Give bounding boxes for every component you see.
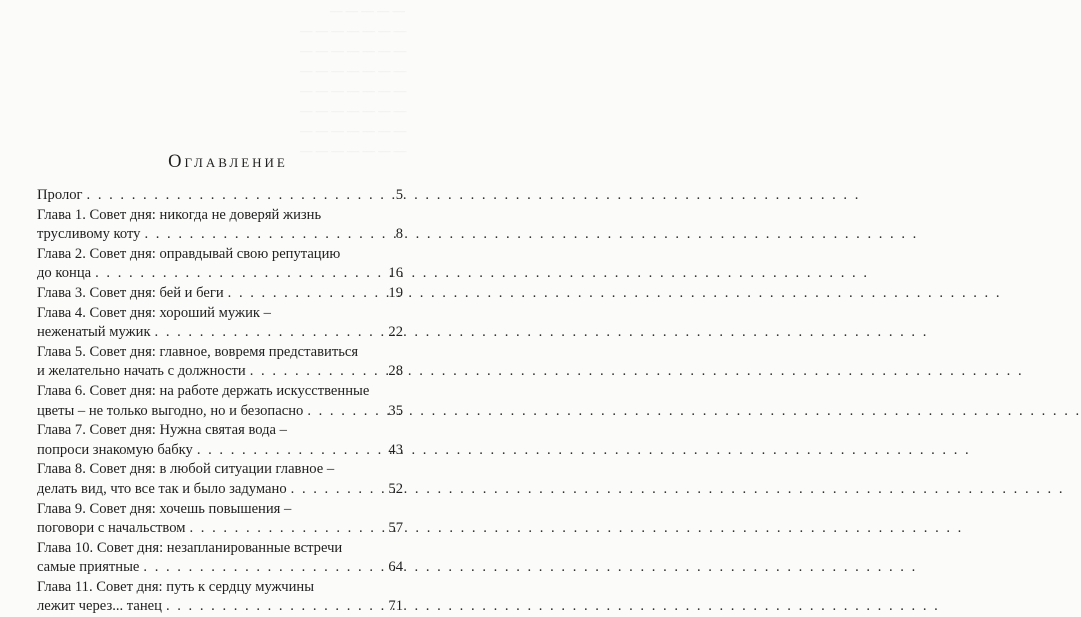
toc-entry-line <box>37 558 403 578</box>
toc-page-number: 43 <box>388 441 403 458</box>
toc-entry-line <box>37 597 403 617</box>
toc-entry-title: Глава 3. Совет дня: бей и беги <box>37 284 224 301</box>
toc-entry-title: Глава 6. Совет дня: на работе держать искусственные <box>37 382 370 399</box>
table-of-contents-page <box>37 150 403 617</box>
dot-leader <box>291 480 385 500</box>
toc-page-number: 16 <box>388 265 403 282</box>
toc-page-number: 19 <box>388 284 403 301</box>
toc-entry-title-continued: делать вид, что все так и было задумано <box>37 480 287 497</box>
toc-entry-title-continued: попроси знакомую бабку <box>37 441 193 458</box>
toc-entry[interactable] <box>37 460 403 499</box>
toc-entry[interactable] <box>37 500 403 539</box>
dot-leader <box>250 362 385 382</box>
dot-leader <box>197 441 385 461</box>
toc-entry-title: Глава 4. Совет дня: хороший мужик – <box>37 304 271 321</box>
dot-leader <box>95 264 384 284</box>
dot-leader <box>144 225 391 245</box>
dot-leader <box>155 323 385 343</box>
toc-entry-title-continued: и желательно начать с должности <box>37 363 246 380</box>
toc-entry-title: Пролог <box>37 187 83 203</box>
toc-entry-title-continued: цветы – не только выгодно, но и безопасно <box>37 402 304 419</box>
toc-page-number: 52 <box>388 480 403 497</box>
toc-entry-title: Глава 5. Совет дня: главное, вовремя представиться <box>37 343 359 360</box>
toc-entry-line <box>37 441 403 461</box>
page-title: Оглавление <box>168 152 288 172</box>
toc-entry[interactable] <box>37 578 403 617</box>
toc-page-number: 57 <box>388 520 403 537</box>
toc-entry-line <box>37 519 403 539</box>
toc-entry-line <box>37 284 403 304</box>
toc-entry-line <box>37 362 403 382</box>
toc-entry-title-continued: самые приятные <box>37 559 140 576</box>
toc-entry-title: Глава 2. Совет дня: оправдывай свою репутацию <box>37 245 341 262</box>
dot-leader <box>166 597 384 617</box>
toc-entry[interactable] <box>37 245 403 284</box>
toc-entry-title: Глава 10. Совет дня: незапланированные встречи <box>37 539 343 556</box>
dot-leader <box>228 284 385 304</box>
toc-page-number: 64 <box>388 559 403 576</box>
toc-entry-line <box>37 186 403 206</box>
toc-entry-title: Глава 9. Совет дня: хочешь повышения – <box>37 500 292 517</box>
toc-page-number: 5 <box>395 187 403 203</box>
toc-entry-line <box>37 323 403 343</box>
toc-page-number: 71 <box>388 598 403 615</box>
toc-entry[interactable] <box>37 284 403 304</box>
toc-entry-title: Глава 1. Совет дня: никогда не доверяй жизнь <box>37 206 322 223</box>
toc-list <box>37 186 403 617</box>
toc-entry[interactable] <box>37 421 403 460</box>
toc-entry-line <box>37 480 403 500</box>
toc-entry[interactable] <box>37 304 403 343</box>
toc-entry[interactable] <box>37 539 403 578</box>
toc-page-number: 35 <box>388 402 403 419</box>
dot-leader <box>87 186 392 206</box>
toc-page-number: 22 <box>388 324 403 341</box>
toc-entry[interactable] <box>37 343 403 382</box>
toc-entry-title-continued: трусливому коту <box>37 226 141 243</box>
toc-entry-line <box>37 264 403 284</box>
dot-leader <box>307 402 384 422</box>
toc-page-number: 28 <box>388 363 403 380</box>
toc-entry-title: Глава 11. Совет дня: путь к сердцу мужчины <box>37 578 315 595</box>
toc-entry-line <box>37 225 403 245</box>
toc-entry-title-continued: лежит через... танец <box>37 598 162 615</box>
dot-leader <box>189 519 384 539</box>
toc-entry-title: Глава 8. Совет дня: в любой ситуации главное – <box>37 461 335 478</box>
toc-entry-title: Глава 7. Совет дня: Нужна святая вода – <box>37 422 287 439</box>
toc-entry-line <box>37 402 403 422</box>
toc-page-number: 8 <box>395 226 403 243</box>
toc-entry-title-continued: до конца <box>37 265 92 282</box>
reverse-side-bleed-through: — — — — — — — — — — — — — — — — — — — — — — — — — — — — — — — — — — — — — — — — — — — — — — — — — — — — — — <box>300 4 407 158</box>
toc-entry-title-continued: неженатый мужик <box>37 324 151 341</box>
toc-entry[interactable] <box>37 382 403 421</box>
toc-entry[interactable] <box>37 206 403 245</box>
dot-leader <box>143 558 384 578</box>
toc-entry-title-continued: поговори с начальством <box>37 520 186 537</box>
toc-entry[interactable] <box>37 186 403 206</box>
